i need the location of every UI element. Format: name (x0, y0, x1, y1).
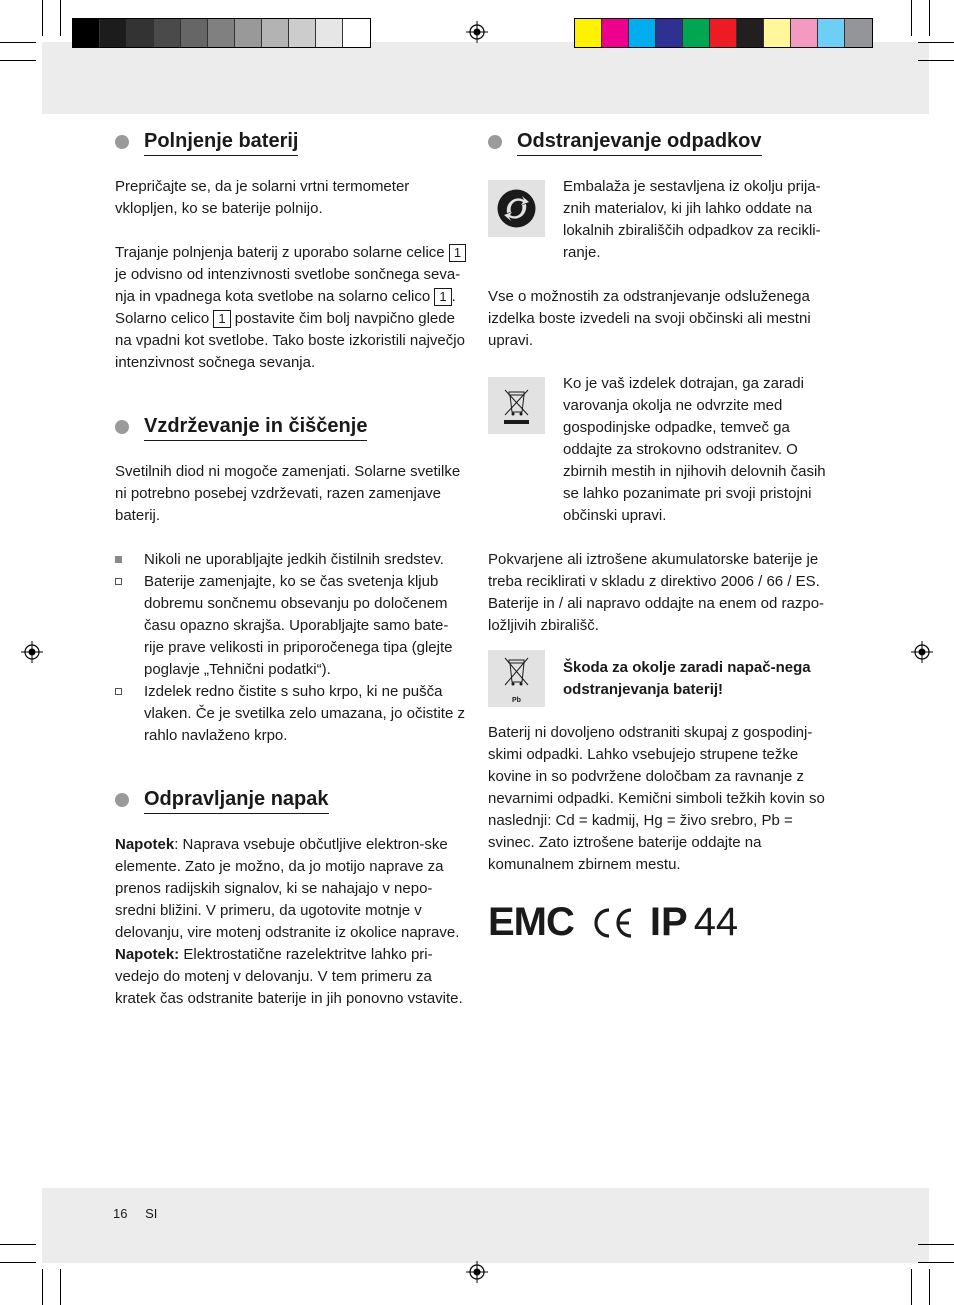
page-footer (113, 1206, 171, 1221)
page-number: 16 (113, 1206, 128, 1221)
ce-mark-icon (590, 907, 634, 939)
battery-recycling-text: Pokvarjene ali iztrošene akumulatorske baterije je treba reciklirati v skladu z direktivo 2006 / 66 / ES. Baterije in / ali napravo oddajte na enem od razpo-ložljivih zbirališč. (488, 551, 825, 634)
section-heading-troubleshooting: Odpravljanje napak (115, 786, 329, 814)
square-bullet-icon (115, 556, 122, 563)
list-item: Nikoli ne uporabljajte jedkih čistilnih sredstev. (115, 549, 467, 571)
color-swatch (289, 19, 316, 47)
emc-mark: EMC (488, 900, 574, 944)
color-swatch (710, 19, 737, 47)
bullet-dot-icon (488, 135, 502, 149)
battery-crossed-bin-icon (488, 650, 545, 707)
registration-mark-icon (21, 641, 43, 663)
grayscale-color-bar (72, 18, 371, 48)
list-item: Baterije zamenjajte, ko se čas svetenja kljub dobremu sončnemu obsevanju po določenem času opazno skrajša. Uporabljajte samo bate-rije prave velikosti in priporočenega tipa (glejte poglavje „Tehnični podatki“). (115, 571, 467, 681)
process-color-bar (574, 18, 873, 48)
color-swatch (208, 19, 235, 47)
packaging-text: Embalaža je sestavljena iz okolju prija-znih materialov, ki jih lahko oddate na lokalnih zbirališčih odpadkov za recikli-ranje. (563, 178, 821, 261)
square-bullet-icon (115, 688, 122, 695)
section-heading-disposal: Odstranjevanje odpadkov (488, 128, 762, 156)
registration-mark-icon (466, 1261, 488, 1283)
household-disposal-text: Baterij ni dovoljeno odstraniti skupaj z gospodinj-skimi odpadki. Lahko vsebujejo strupene težke kovine in so podvržene določbam za ravnanje z nevarnimi odpadki. Kemični simboli težkih kovin so naslednji: Cd = kadmij, Hg = živo srebro, Pb = svinec. Zato iztrošene baterije oddajte na komunalnem zbirnem mestu. (488, 724, 825, 873)
color-swatch (73, 19, 100, 47)
color-swatch (127, 19, 154, 47)
color-swatch (845, 19, 872, 47)
color-swatch (154, 19, 181, 47)
top-print-band (42, 42, 929, 114)
color-swatch (181, 19, 208, 47)
color-swatch (343, 19, 370, 47)
square-bullet-icon (115, 578, 122, 585)
color-swatch (791, 19, 818, 47)
color-swatch (683, 19, 710, 47)
reference-number: 1 (434, 288, 451, 306)
section-heading-maintenance: Vzdrževanje in čiščenje (115, 413, 367, 441)
battery-warning: Škoda za okolje zaradi napač-nega odstranjevanja baterij! (563, 659, 811, 698)
disposal-options-text: Vse o možnostih za odstranjevanje odsluženega izdelka boste izvedeli na svoji občinski ali mestni upravi. (488, 288, 811, 349)
color-swatch (602, 19, 629, 47)
color-swatch (235, 19, 262, 47)
charging-intro: Prepričajte se, da je solarni vrtni termometer vklopljen, ko se baterije polnijo. (115, 178, 410, 217)
certification-marks (488, 900, 738, 945)
color-swatch (100, 19, 127, 47)
maintenance-list (115, 549, 467, 747)
recycling-symbol-icon (488, 180, 545, 237)
list-item: Izdelek redno čistite s suho krpo, ki ne pušča vlaken. Če je svetilka zelo umazana, jo očistite z rahlo navlaženo krpo. (115, 681, 467, 747)
color-swatch (818, 19, 845, 47)
section-heading-charging: Polnjenje baterij (115, 128, 298, 156)
weee-text: Ko je vaš izdelek dotrajan, ga zaradi varovanja okolja ne odvrzite med gospodinjske odpadke, temveč ga oddajte za strokovno odstranitev. O zbirnih mestih in njihovih delovnih časih se lahko pozanimate pri svoji pristojni občinski upravi. (563, 375, 826, 524)
reference-number: 1 (449, 244, 466, 262)
color-swatch (262, 19, 289, 47)
bottom-print-band (42, 1188, 929, 1263)
registration-mark-icon (911, 641, 933, 663)
language-code: SI (145, 1206, 158, 1221)
color-swatch (629, 19, 656, 47)
maintenance-intro: Svetilnih diod ni mogoče zamenjati. Solarne svetilke ni potrebno posebej vzdrževati, razen zamenjave baterij. (115, 463, 461, 524)
pb-label: Pb (512, 697, 521, 704)
reference-number: 1 (213, 310, 230, 328)
bullet-dot-icon (115, 420, 129, 434)
color-swatch (316, 19, 343, 47)
color-swatch (737, 19, 764, 47)
color-swatch (575, 19, 602, 47)
crossed-bin-icon (488, 377, 545, 434)
registration-mark-icon (466, 21, 488, 43)
ip-rating: IP 44 (649, 900, 739, 944)
troubleshooting-notes: Napotek: Naprava vsebuje občutljive elektron-ske elemente. Zato je možno, da jo motijo naprave za prenos radijskih signalov, ki se nahajajo v nepo-sredni bližini. V primeru, da ugotovite motnje v delovanju, vire motenj odstranite iz okolice naprave. Napotek: Elektrostatične razelektritve lahko pri-vedejo do motenj v delovanju. V tem primeru za kratek čas odstranite baterije in jih ponovno vstavite. (115, 836, 463, 1007)
color-swatch (764, 19, 791, 47)
charging-duration-text: Trajanje polnjenja baterij z uporabo solarne celice 1 je odvisno od intenzivnosti svetlobe sončnega seva-nja in vpadnega kota svetlobe na solarno celico 1 . Solarno celico 1 postavite čim bolj navpično glede na vpadni kot svetlobe. Tako boste izkoristili največjo intenzivnost sočnega sevanja. (115, 244, 465, 371)
color-swatch (656, 19, 683, 47)
bullet-dot-icon (115, 135, 129, 149)
bullet-dot-icon (115, 793, 129, 807)
